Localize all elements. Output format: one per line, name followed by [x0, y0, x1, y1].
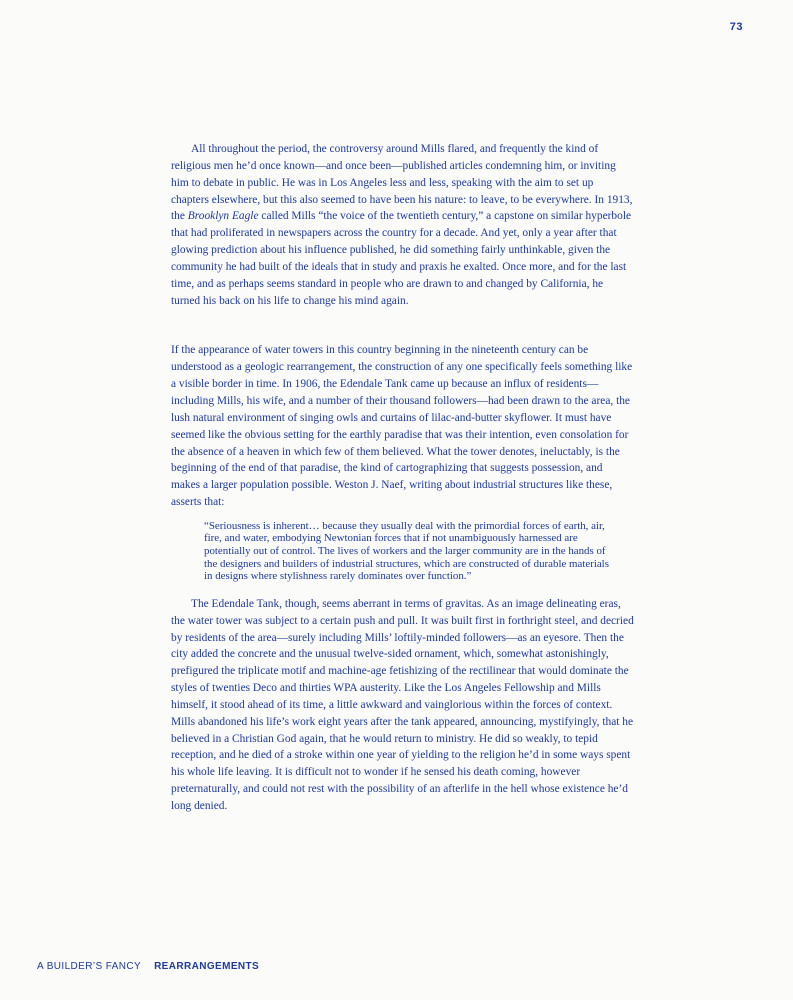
block-quote: “Seriousness is inherent… because they usually deal with the primordial forces of earth, air, fire, and water, embodying Newtonian forces that if not unambiguously harnessed are potentially out of control. The lives of workers and the larger community are in the hands of the designers and builders of industrial structures, which are constructed of durable materials in designs where stylishness rarely dominates over function.”	[204, 519, 609, 583]
paragraph-3: The Edendale Tank, though, seems aberrant in terms of gravitas. As an image delineating eras, the water tower was subject to a certain push and pull. It was built first in forthright steel, and decried by residents of the area—surely including Mills’ loftily-minded followers—as an eyesore. Then the city added the concrete and the unusual twelve-sided ornament, which, somewhat astonishingly, prefigured the triplicate motif and machine-age fetishizing of the rectilinear that would dominate the styles of twenties Deco and thirties WPA austerity. Like the Los Angeles Fellowship and Mills himself, it stood ahead of its time, a little awkward and vainglorious within the forces of context. Mills abandoned his life’s work eight years after the tank appeared, announcing, mystifyingly, that he believed in a Christian God again, that he would return to ministry. He did so weakly, to tepid reception, and he died of a stroke within one year of yielding to the religion he’d in some ways spent his whole life leaving. It is difficult not to wonder if he sensed his death coming, however preternaturally, and could not rest with the possibility of an afterlife in the hell whose existence he’d long denied.	[171, 597, 634, 812]
publication-title: Brooklyn Eagle	[187, 210, 259, 223]
paragraph-1-part-1: All throughout the period, the controversy around Mills flared, and frequently the kind of religious men he’d once known—and once been—published articles condemning him, or inviting him to debate in public. He was in Los Angeles less and less, speaking with the aim to set up chapters elsewhere, but this also seemed to have been his nature: to leave, to be everywhere. In 1913, the	[171, 143, 633, 223]
paragraph-2: If the appearance of water towers in this country beginning in the nineteenth century can be understood as a geologic rearrangement, the construction of any one specifically feels something like a visible border in time. In 1906, the Edendale Tank came up because an influx of residents—including Mills, his wife, and a number of their thousand followers—had been drawn to the area, the lush natural environment of singing owls and curtains of lilac-and-butter skyflower. It must have seemed like the obvious setting for the earthly paradise that was their intention, even consolation for the absence of a heaven in which few of them believed. What the tower denotes, ineluctably, is the beginning of the end of that paradise, the kind of cartographizing that suggests possession, and makes a larger population possible. Weston J. Naef, writing about industrial structures like these, asserts that:	[171, 344, 633, 509]
page-number: 73	[729, 21, 743, 33]
running-footer	[37, 961, 259, 972]
paragraph-1-part-2: called Mills “the voice of the twentieth century,” a capstone on similar hyperbole that had proliferated in newspapers across the country for a decade. And yet, only a year after that glowing prediction about his influence published, he did something fairly unthinkable, given the community he had built of the ideals that in study and praxis he exalted. Once more, and for the last time, and as perhaps seems standard in people who are drawn to and changed by California, he turned his back on his life to change his mind again.	[171, 210, 632, 307]
paragraph-1	[171, 141, 634, 309]
footer-book-title: A BUILDER’S FANCY	[37, 961, 142, 972]
footer-section-title: REARRANGEMENTS	[154, 961, 260, 972]
body-text	[171, 141, 634, 815]
